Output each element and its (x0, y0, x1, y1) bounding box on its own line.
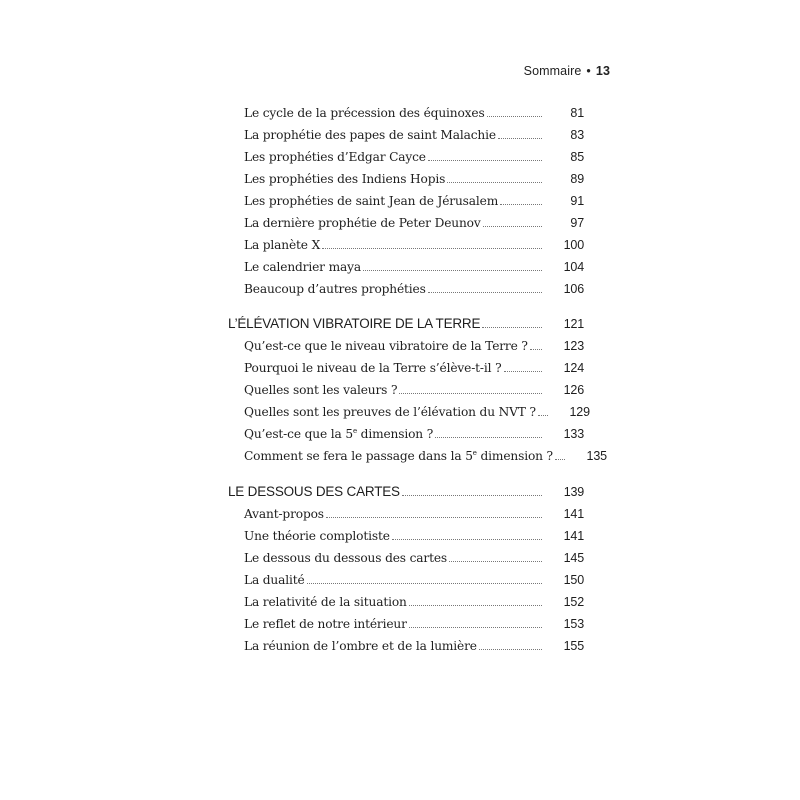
superscript: e (352, 427, 357, 435)
dot-leader (307, 582, 542, 584)
dot-leader (487, 115, 542, 117)
toc-entry-title (244, 427, 435, 441)
dot-leader (322, 247, 542, 249)
toc-entry (244, 150, 584, 170)
toc-entry (244, 128, 584, 148)
toc-entry-title: Qu’est-ce que le niveau vibratoire de la Terre ? (244, 339, 528, 353)
dot-leader (402, 494, 542, 496)
toc-entry (244, 449, 607, 469)
toc-section-title: LE DESSOUS DES CARTES (228, 484, 400, 499)
toc-entry-title: Pourquoi le niveau de la Terre s’élève-t-il ? (244, 361, 502, 375)
toc-entry (244, 551, 584, 571)
toc-entry-page: 133 (563, 427, 584, 441)
dot-leader (479, 648, 542, 650)
toc-entry (244, 529, 584, 549)
dot-leader (326, 516, 542, 518)
toc-section-heading (228, 484, 584, 504)
toc-entry-title: Le calendrier maya (244, 260, 361, 274)
toc-entry-title: La dernière prophétie de Peter Deunov (244, 216, 481, 230)
toc-entry (244, 573, 584, 593)
dot-leader (555, 458, 565, 460)
toc-entry-title: Quelles sont les preuves de l’élévation du NVT ? (244, 405, 536, 419)
toc-entry-page: 152 (563, 595, 584, 609)
toc-section-title: L’ÉLÉVATION VIBRATOIRE DE LA TERRE (228, 316, 481, 331)
dot-leader (530, 348, 542, 350)
toc-entry-title-text: Comment se fera le passage dans la 5 (244, 449, 473, 463)
toc-entry-title: Le reflet de notre intérieur (244, 617, 407, 631)
toc-entry (244, 361, 584, 381)
toc-entry-page: 153 (563, 617, 584, 631)
toc-entry-title-text: dimension ? (476, 449, 553, 463)
dot-leader (363, 269, 542, 271)
toc-entry (244, 405, 590, 425)
toc-entry-page: 85 (570, 150, 584, 164)
dot-leader (428, 291, 542, 293)
dot-leader (409, 626, 542, 628)
toc-entry-page: 150 (563, 573, 584, 587)
toc-entry-page: 126 (563, 383, 584, 397)
header-page-number: 13 (595, 64, 610, 78)
toc-entry-title: Avant-propos (244, 507, 324, 521)
toc-entry (244, 617, 584, 637)
toc-entry-page: 155 (563, 639, 584, 653)
toc-entry-page: 104 (563, 260, 584, 274)
toc-entry-page: 145 (563, 551, 584, 565)
toc-entry-title-text: dimension ? (356, 427, 434, 441)
toc-entry (244, 106, 584, 126)
toc-entry (244, 172, 584, 192)
dot-leader (449, 560, 542, 562)
superscript: e (472, 449, 477, 457)
toc-entry (244, 260, 584, 280)
toc-entry-page: 123 (563, 339, 584, 353)
toc-entry-title: La planète X (244, 238, 321, 252)
toc-section-page: 139 (563, 485, 584, 499)
toc-entry-title: Les prophéties d’Edgar Cayce (244, 150, 426, 164)
toc-section-page: 121 (563, 317, 584, 331)
toc-entry-title: Le dessous du dessous des cartes (244, 551, 448, 565)
toc-entry-page: 124 (563, 361, 584, 375)
toc-entry (244, 194, 584, 214)
dot-leader (504, 370, 543, 372)
toc-entry-title: Les prophéties de saint Jean de Jérusalem (244, 194, 499, 208)
toc-entry-page: 141 (563, 507, 584, 521)
dot-leader (428, 159, 542, 161)
toc-entry (244, 238, 584, 258)
toc-entry (244, 383, 584, 403)
dot-leader (435, 436, 542, 438)
toc-entry (244, 339, 584, 359)
toc-entry-page: 97 (570, 216, 584, 230)
dot-leader (498, 137, 542, 139)
toc-entry (244, 427, 584, 447)
toc-entry (244, 639, 584, 659)
dot-leader (482, 326, 542, 328)
toc-entry-page: 135 (586, 449, 607, 463)
toc-entry-title: La relativité de la situation (244, 595, 407, 609)
toc-entry-page: 83 (570, 128, 584, 142)
toc-entry-page: 141 (563, 529, 584, 543)
toc-entry-page: 89 (570, 172, 584, 186)
toc-entry-page: 81 (570, 106, 584, 120)
toc-entry-title-text: Qu’est-ce que la 5 (244, 427, 353, 441)
dot-leader (483, 225, 542, 227)
toc-entry-title: Le cycle de la précession des équinoxes (244, 106, 485, 120)
toc-entry-title (244, 449, 555, 463)
toc-entry-title: La dualité (244, 573, 305, 587)
dot-leader (399, 392, 542, 394)
dot-leader (538, 414, 548, 416)
toc-entry-title: Quelles sont les valeurs ? (244, 383, 398, 397)
toc-entry-title: La réunion de l’ombre et de la lumière (244, 639, 477, 653)
toc-entry-page: 106 (563, 282, 584, 296)
toc-entry-title: Beaucoup d’autres prophéties (244, 282, 426, 296)
toc-entry-title: Une théorie complotiste (244, 529, 390, 543)
toc-entry-page: 129 (569, 405, 590, 419)
toc-entry-page: 91 (570, 194, 584, 208)
toc-entry (244, 507, 584, 527)
header-separator: • (586, 64, 591, 78)
dot-leader (500, 203, 542, 205)
toc-section-heading (228, 316, 584, 336)
toc-entry (244, 282, 584, 302)
toc-entry (244, 216, 584, 236)
toc-entry-page: 100 (563, 238, 584, 252)
dot-leader (447, 181, 542, 183)
dot-leader (392, 538, 542, 540)
dot-leader (409, 604, 542, 606)
toc-entry (244, 595, 584, 615)
toc-entry-title: La prophétie des papes de saint Malachie (244, 128, 496, 142)
toc-entry-title: Les prophéties des Indiens Hopis (244, 172, 446, 186)
header-section-title: Sommaire (523, 64, 582, 78)
